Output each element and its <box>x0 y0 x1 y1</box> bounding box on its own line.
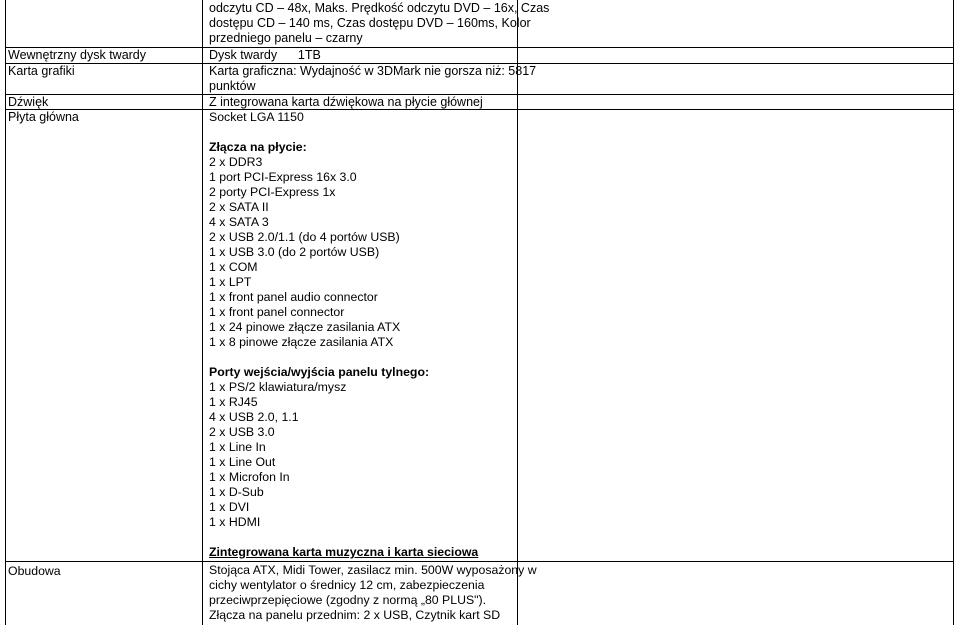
text-line: przedniego panelu – czarny <box>209 31 363 45</box>
list-item: 1 x PS/2 klawiatura/mysz <box>209 380 347 394</box>
rear-ports-header: Porty wejścia/wyjścia panelu tylnego: <box>209 365 430 379</box>
row-label-gpu: Karta grafiki <box>8 64 75 78</box>
list-item: 1 x front panel connector <box>209 305 345 319</box>
list-item: 1 x DVI <box>209 500 250 514</box>
integrated-cards-header: Zintegrowana karta muzyczna i karta sieciowa <box>209 545 479 559</box>
text-line: punktów <box>209 79 256 93</box>
row-label-hdd: Wewnętrzny dysk twardy <box>8 48 147 62</box>
list-item: 1 x Line In <box>209 440 266 454</box>
list-item: 1 x 8 pinowe złącze zasilania ATX <box>209 335 394 349</box>
list-item: 4 x SATA 3 <box>209 215 269 229</box>
list-item: 1 x Microfon In <box>209 470 290 484</box>
list-item: 1 x Line Out <box>209 455 276 469</box>
list-item: 1 x front panel audio connector <box>209 290 378 304</box>
list-item: 1 x RJ45 <box>209 395 258 409</box>
list-item: 1 port PCI-Express 16x 3.0 <box>209 170 357 184</box>
text-line: cichy wentylator o średnicy 12 cm, zabezpieczenia <box>209 578 485 592</box>
row-value-gpu <box>209 64 536 94</box>
row-label-motherboard: Płyta główna <box>8 110 79 124</box>
row-divider <box>5 561 954 562</box>
list-item: 2 x USB 3.0 <box>209 425 275 439</box>
text-line: Złącza na panelu przednim: 2 x USB, Czytnik kart SD <box>209 608 501 622</box>
text-line: odczytu CD – 48x, Maks. Prędkość odczytu DVD – 16x, Czas <box>209 1 550 15</box>
socket-text: Socket LGA 1150 <box>209 110 304 124</box>
row-value-case <box>209 563 537 623</box>
text-line: Stojąca ATX, Midi Tower, zasilacz min. 500W wyposażony w <box>209 563 537 577</box>
list-item: 1 x HDMI <box>209 515 261 529</box>
text-line: przeciwprzepięciowe (zgodny z normą „80 PLUS"). <box>209 593 487 607</box>
list-item: 1 x D-Sub <box>209 485 264 499</box>
row-value-hdd: Dysk twardy 1TB <box>209 48 321 62</box>
text-line: Karta graficzna: Wydajność w 3DMark nie gorsza niż: 5817 <box>209 64 537 78</box>
list-item: 2 x DDR3 <box>209 155 263 169</box>
list-item: 2 x USB 2.0/1.1 (do 4 portów USB) <box>209 230 400 244</box>
list-item: 1 x 24 pinowe złącze zasilania ATX <box>209 320 401 334</box>
list-item: 1 x LPT <box>209 275 252 289</box>
row-value-audio: Z integrowana karta dźwiękowa na płycie głównej <box>209 95 483 109</box>
drive-description <box>209 1 549 46</box>
text-line: dostępu CD – 140 ms, Czas dostępu DVD – 160ms, Kolor <box>209 16 531 30</box>
list-item: 1 x COM <box>209 260 258 274</box>
list-item: 2 porty PCI-Express 1x <box>209 185 336 199</box>
list-item: 4 x USB 2.0, 1.1 <box>209 410 299 424</box>
row-value-motherboard <box>209 110 478 560</box>
connectors-header: Złącza na płycie: <box>209 140 307 154</box>
row-label-audio: Dźwięk <box>8 95 49 109</box>
list-item: 1 x USB 3.0 (do 2 portów USB) <box>209 245 380 259</box>
row-divider <box>5 47 954 48</box>
row-label-case: Obudowa <box>8 564 61 578</box>
list-item: 2 x SATA II <box>209 200 269 214</box>
